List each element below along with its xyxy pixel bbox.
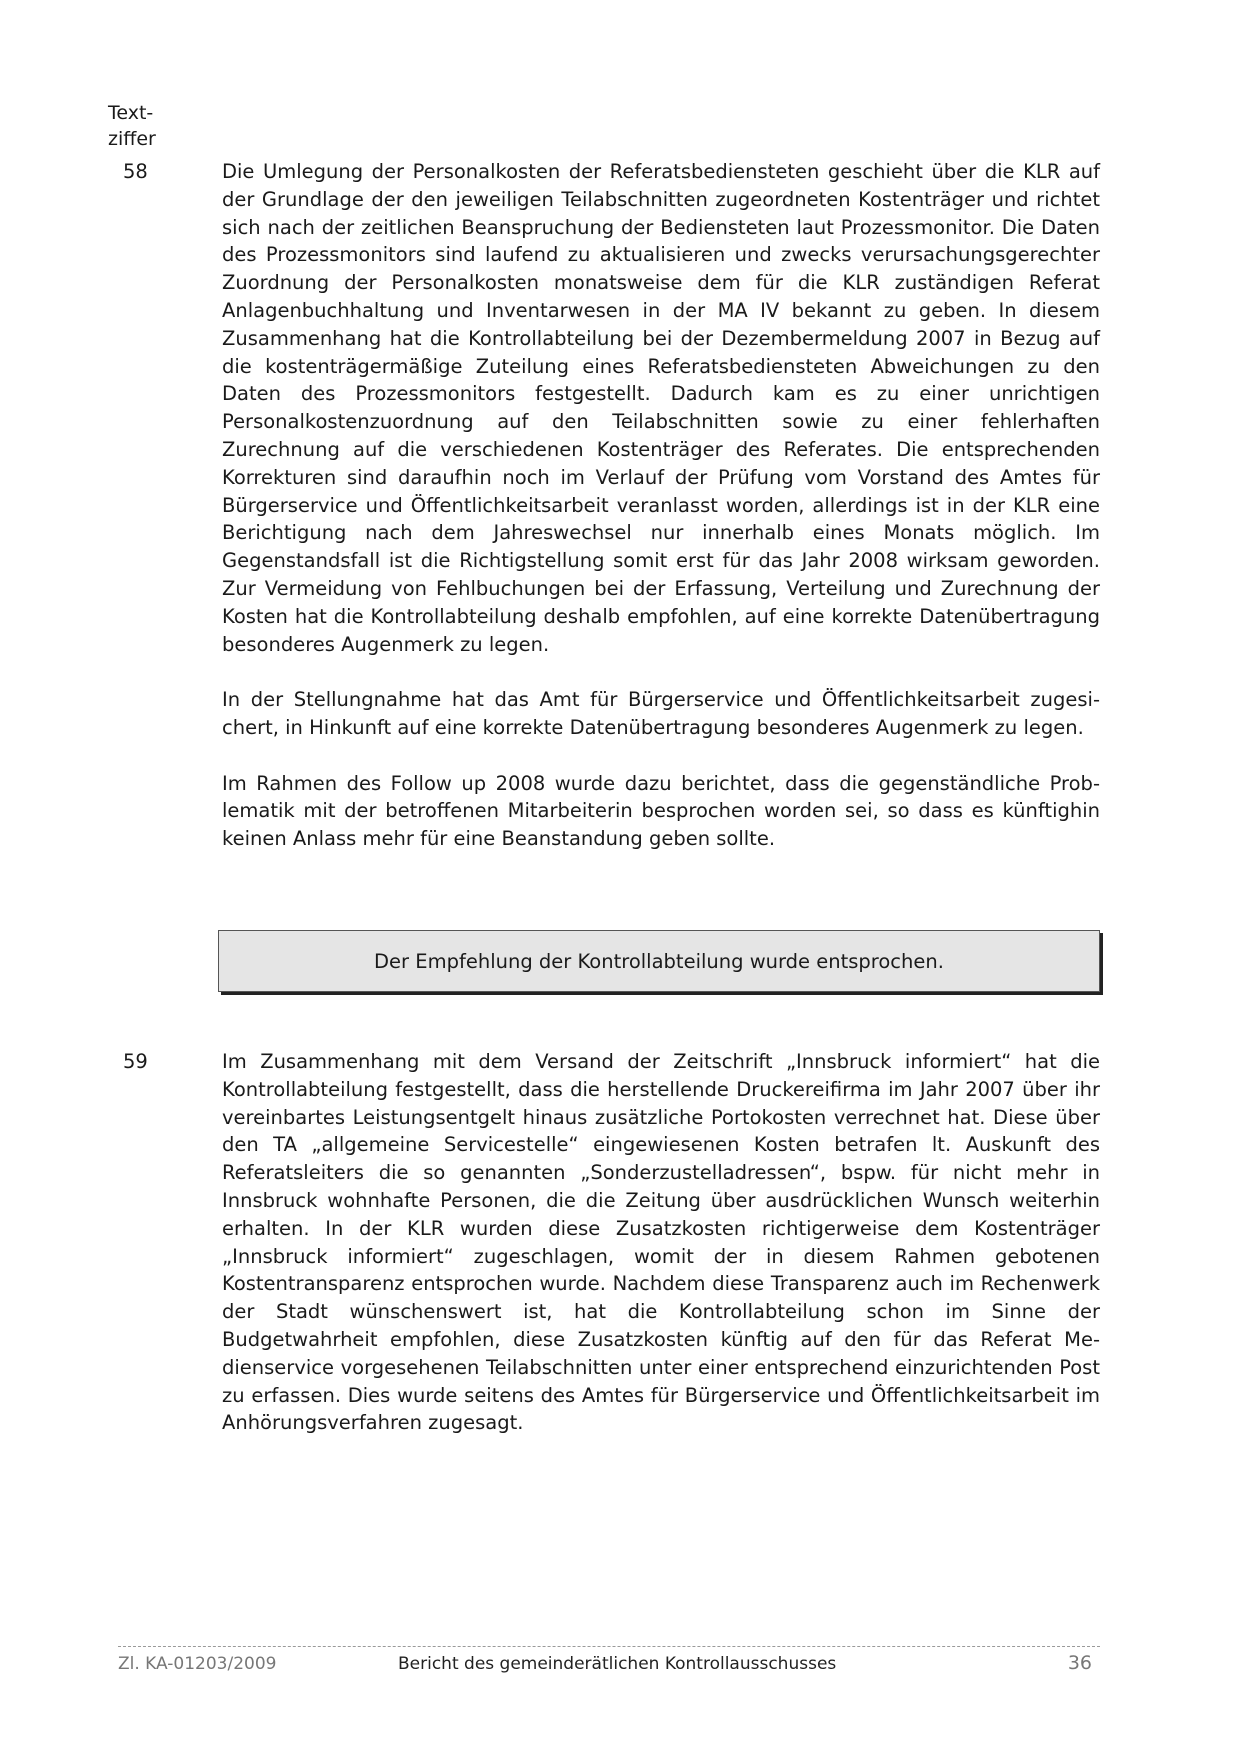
section-59-body <box>222 1048 1100 1437</box>
margin-label-line-1: Text- <box>108 102 154 124</box>
margin-label-line-2: ziffer <box>108 128 156 150</box>
page-footer <box>118 1654 1100 1682</box>
paragraph-number-58: 58 <box>123 160 148 183</box>
section-58-body <box>222 158 1100 853</box>
recommendation-result-text: Der Empfehlung der Kontrollabteilung wurde entsprochen. <box>374 949 944 973</box>
paragraph-number-59: 59 <box>123 1050 148 1073</box>
section-58-paragraph-1: Die Umlegung der Personalkosten der Referatsbediensteten geschieht über die KLR auf der Grundlage der den jeweiligen Teilabschnitten zugeordneten Kostenträger und richtet sich nach der zeitlichen Beanspruchung der Bediensteten laut Prozessmonitor. Die Daten des Prozessmonitors sind laufend zu aktualisieren und zwecks verursachungsgerechter Zuordnung der Personalkosten monatsweise dem für die KLR zuständigen Referat Anlagenbuchhaltung und Inventarwesen in der MA IV bekannt zu geben. In diesem Zusammenhang hat die Kontrollabteilung bei der Dezembermeldung 2007 in Bezug auf die kostenträgermäßige Zuteilung eines Referatsbediensteten Abweichungen zu den Daten des Prozessmonitors festgestellt. Dadurch kam es zu einer unrichtigen Personalkostenzuordnung auf den Teilabschnitten sowie zu einer fehlerhaften Zurechnung auf die verschiedenen Kostenträger des Referates. Die entsprechenden Korrekturen sind daraufhin noch im Verlauf der Prüfung vom Vorstand des Amtes für Bürgerservice und Öffentlichkeitsarbeit veranlasst worden, allerdings ist in der KLR eine Berichtigung nach dem Jahreswechsel nur innerhalb eines Monats möglich. Im Gegenstandsfall ist die Richtigstellung somit erst für das Jahr 2008 wirksam geworden. Zur Vermeidung von Fehlbuchungen bei der Erfassung, Verteilung und Zurechnung der Kosten hat die Kontrollabteilung deshalb empfohlen, auf eine korrekte Datenübertragung besonderes Augenmerk zu legen. <box>222 160 1100 656</box>
footer-title: Bericht des gemeinderätlichen Kontrollausschusses <box>398 1654 837 1674</box>
recommendation-result-box <box>218 930 1100 992</box>
footer-page-number: 36 <box>1067 1652 1092 1674</box>
margin-column-header <box>108 100 156 152</box>
section-58-paragraph-3: Im Rahmen des Follow up 2008 wurde dazu berichtet, dass die gegenständliche Problematik mit der betroffenen Mitarbeiterin besprochen worden sei, so dass es künftighin keinen Anlass mehr für eine Beanstandung geben sollte. <box>222 771 1100 851</box>
footer-divider <box>118 1646 1100 1647</box>
section-59-paragraph-1: Im Zusammenhang mit dem Versand der Zeitschrift „Innsbruck informiert“ hat die Kontrollabteilung festgestellt, dass die herstellende Druckereifirma im Jahr 2007 über ihr vereinbartes Leistungsentgelt hinaus zusätzliche Portokosten verrechnet hat. Diese über den TA „allgemeine Servicestelle“ eingewiesenen Kosten betrafen lt. Auskunft des Referatsleiters die so genannten „Sonderzustelladressen“, bspw. für nicht mehr in Innsbruck wohnhafte Personen, die die Zeitung über ausdrücklichen Wunsch weiterhin erhalten. In der KLR wurden diese Zusatzkosten richtigerweise dem Kostenträger „Innsbruck informiert“ zugeschlagen, womit der in diesem Rahmen gebotenen Kostentransparenz entsprochen wurde. Nachdem diese Transparenz auch im Rechenwerk der Stadt wünschenswert ist, hat die Kontrollabteilung schon im Sinne der Budgetwahrheit empfohlen, diese Zusatzkosten künftig auf den für das Referat Medienservice vorgesehenen Teilabschnitten unter einer entsprechend einzurichtenden Post zu erfassen. Dies wurde seitens des Amtes für Bürgerservice und Öffentlichkeitsarbeit im Anhörungsverfahren zugesagt. <box>222 1050 1100 1435</box>
section-58-paragraph-2: In der Stellungnahme hat das Amt für Bürgerservice und Öffentlichkeitsarbeit zugesichert, in Hinkunft auf eine korrekte Datenübertragung besonderes Augenmerk zu legen. <box>222 688 1100 739</box>
footer-reference: Zl. KA-01203/2009 <box>118 1654 277 1674</box>
